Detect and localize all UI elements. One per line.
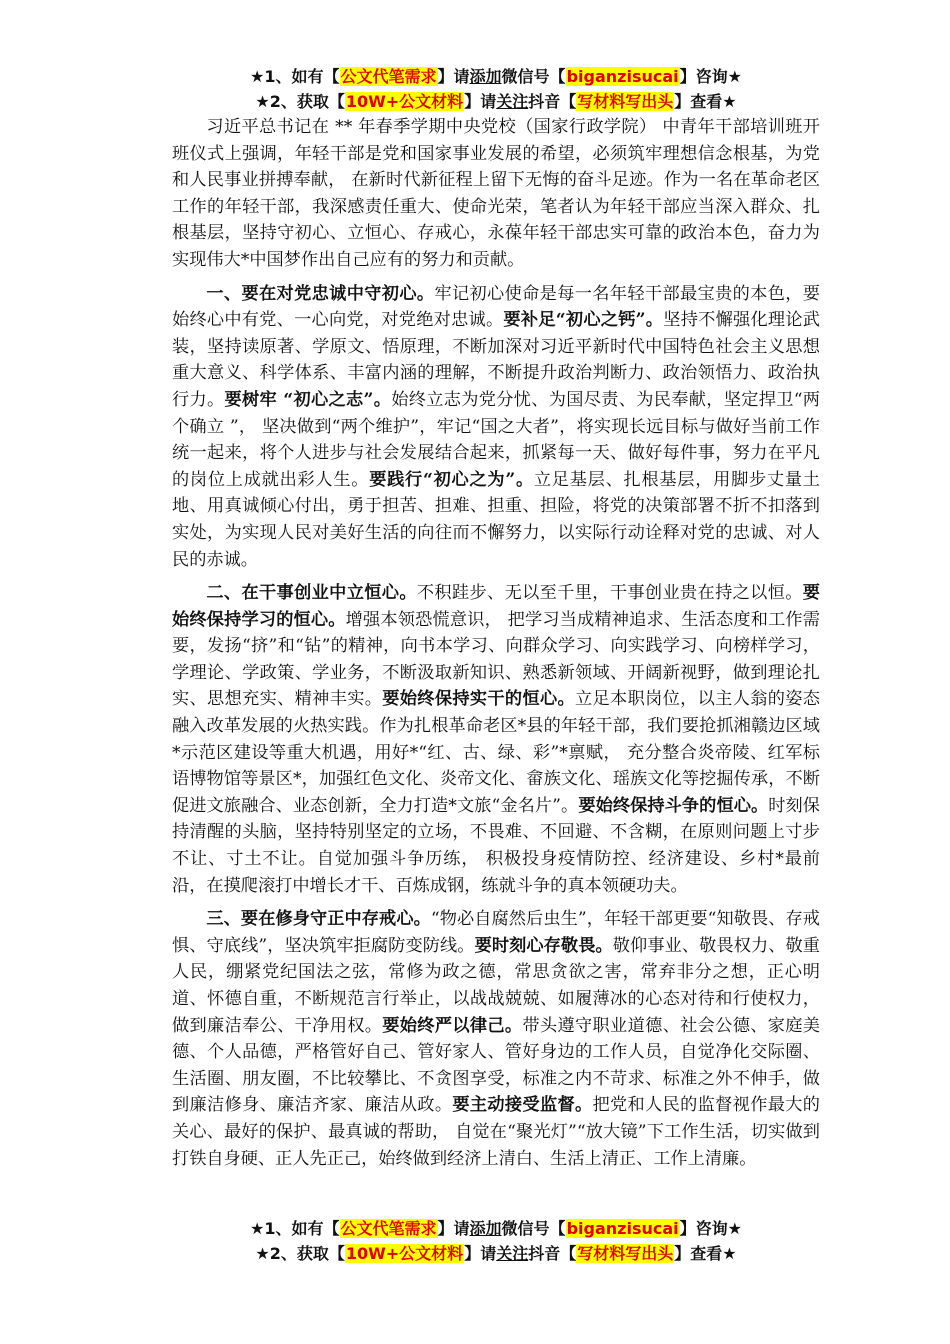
intro-paragraph: 习近平总书记在 ** 年春季学期中央党校（国家行政学院） 中青年干部培训班开班仪式上强调，年轻干部是党和国家事业发展的希望，必须筑牢理想信念根基，为党和人民事业拼搏奉献， 在新时代新征程上留下无悔的奋斗足迹。作为一名在革命老区工作的年轻干部，我深感责任重大、使命光荣，笔者认为年轻干部应当深入群众、扎根基层，坚持守初心、立恒心、存戒心，永葆年轻干部忠实可靠的政治本色，奋力为实现伟大*中国梦作出自己应有的努力和贡献。 <box>172 117 820 270</box>
footer-promo <box>172 1216 820 1266</box>
promo-underline: 关注 <box>496 92 529 111</box>
body-text: “物必自腐然后虫生”，年轻干部更要“知敬畏、存戒惧、守底线”，坚决筑牢拒腐防变防线。 <box>172 909 820 956</box>
subpoint-heading: 要补足“初心之钙”。 <box>503 310 664 331</box>
body-text: 牢记初心使命是每一名年轻干部最宝贵的本色，要始终心中有党、一心向党，对党绝对忠诚。 <box>172 283 820 331</box>
promo-line-1 <box>172 1216 820 1241</box>
promo-highlight: 写材料写出头 <box>577 1244 674 1263</box>
promo-highlight: 公文代笔需求 <box>340 1219 437 1238</box>
section-1-paragraph <box>172 281 820 574</box>
promo-text: 】请 <box>464 92 497 111</box>
body-text: 立足本职岗位，以主人翁的姿态融入改革发展的火热实践。作为扎根革命老区*县的年轻干部，我们要抢抓湘赣边区域*示范区建设等重大机遇，用好*“红、古、绿、彩”*禀赋， 充分整合炎帝陵、红军标语博物馆等景区*，加强红色文化、炎帝文化、畲族文化、瑶族文化等挖掘传承，不断促进文旅融合、业态创新，全力打造*文旅“金名片”。 <box>172 689 820 816</box>
promo-text: ★1、如有【 <box>250 1219 340 1238</box>
subpoint-heading: 要始终保持实干的恒心。 <box>382 689 576 710</box>
section-heading: 二、在干事创业中立恒心。 <box>206 583 417 604</box>
promo-underline: 添加 <box>469 67 502 86</box>
promo-highlight: 10W+公文材料 <box>345 1244 464 1263</box>
promo-text: 】查看★ <box>674 92 737 111</box>
promo-text: 微信号【 <box>501 1219 566 1238</box>
section-heading: 一、要在对党忠诚中守初心。 <box>206 283 435 304</box>
subpoint-heading: 要树牢 “初心之志”。 <box>224 389 392 410</box>
promo-highlight: 10W+公文材料 <box>345 92 464 111</box>
body-text: 不积跬步、无以至千里，干事创业贵在持之以恒。 <box>416 583 803 604</box>
document-body <box>172 114 820 1172</box>
promo-text: 】请 <box>437 67 470 86</box>
promo-text: 】请 <box>464 1244 497 1263</box>
section-2-paragraph <box>172 580 820 899</box>
subpoint-heading: 要始终严以律己。 <box>382 1015 523 1036</box>
promo-underline: 添加 <box>469 1219 502 1238</box>
subpoint-heading: 要时刻心存敬畏。 <box>474 935 613 956</box>
body-text: 敬仰事业、敬畏权力、敬重人民，绷紧党纪国法之弦，常修为政之德，常思贪欲之害，常弃非分之想，正心明道、怀德自重，不断规范言行举止，以战战兢兢、如履薄冰的心态对待和行使权力，做到廉洁奉公、干净用权。 <box>172 935 820 1036</box>
body-text: 坚持不懈强化理论武装，坚持读原著、学原文、悟原理，不断加深对习近平新时代中国特色社会主义思想重大意义、科学体系、丰富内涵的理解，不断提升政治判断力、政治领悟力、政治执行力。 <box>172 310 820 410</box>
promo-text: 】查看★ <box>674 1244 737 1263</box>
promo-highlight: biganzisucai <box>566 67 679 86</box>
promo-underline: 关注 <box>496 1244 529 1263</box>
promo-text: ★2、获取【 <box>255 1244 345 1263</box>
body-text: 把党和人民的监督视作最大的关心、最好的保护、最真诚的帮助， 自觉在“聚光灯”“放大镜”下工作生活，切实做到打铁自身硬、正人先正己，始终做到经济上清白、生活上清正、工作上清廉。 <box>172 1095 820 1169</box>
promo-line-1 <box>172 64 820 89</box>
promo-line-2 <box>172 89 820 114</box>
body-text: 带头遵守职业道德、社会公德、家庭美德、个人品德，严格管好自己、管好家人、管好身边的工作人员，自觉净化交际圈、生活圈、朋友圈，不比较攀比、不贪图享受，标准之内不苛求、标准之外不伸手，做到廉洁修身、廉洁齐家、廉洁从政。 <box>172 1015 820 1116</box>
promo-text: 抖音【 <box>528 92 577 111</box>
promo-text: 】咨询★ <box>679 67 742 86</box>
body-text: 始终立志为党分忧、为国尽责、为民奉献，坚定捍卫“两个确立 ”， 坚决做到“两个维护”，牢记“国之大者”，将实现长远目标与做好当前工作统一起来，将个人进步与社会发展结合起来，抓紧每一天、做好每件事，努力在平凡的岗位上成就出彩人生。 <box>172 389 820 490</box>
section-heading: 三、要在修身守正中存戒心。 <box>206 909 431 930</box>
promo-text: 抖音【 <box>528 1244 577 1263</box>
document-page <box>172 64 820 1172</box>
promo-text: 】咨询★ <box>679 1219 742 1238</box>
promo-text: 微信号【 <box>501 67 566 86</box>
promo-line-2 <box>172 1241 820 1266</box>
subpoint-heading: 要践行“初心之为”。 <box>369 469 534 490</box>
subpoint-heading: 要始终保持学习的恒心。 <box>172 583 820 630</box>
promo-text: 】请 <box>437 1219 470 1238</box>
body-text: 时刻保持清醒的头脑，坚持特别坚定的立场，不畏难、不回避、不含糊，在原则问题上寸步不让、寸土不让。自觉加强斗争历练， 积极投身疫情防控、经济建设、乡村*最前沿，在摸爬滚打中增长才干、百炼成钢，练就斗争的真本领硬功夫。 <box>172 795 820 896</box>
body-text: 立足基层、扎根基层，用脚步丈量土地、用真诚倾心付出，勇于担苦、担难、担重、担险，将党的决策部署不折不扣落到实处，为实现人民对美好生活的向往而不懈努力，以实际行动诠释对党的忠诚、对人民的赤诚。 <box>172 469 820 570</box>
promo-text: ★2、获取【 <box>255 92 345 111</box>
subpoint-heading: 要主动接受监督。 <box>452 1095 593 1116</box>
promo-highlight: 写材料写出头 <box>577 92 674 111</box>
subpoint-heading: 要始终保持斗争的恒心。 <box>578 795 769 816</box>
promo-text: ★1、如有【 <box>250 67 340 86</box>
promo-highlight: biganzisucai <box>566 1219 679 1238</box>
promo-highlight: 公文代笔需求 <box>340 67 437 86</box>
section-3-paragraph <box>172 906 820 1172</box>
body-text: 增强本领恐慌意识， 把学习当成精神追求、生活态度和工作需要，发扬“挤”和“钻”的精神，向书本学习、向群众学习、向实践学习、向榜样学习，学理论、学政策、学业务，不断汲取新知识、熟悉新领域、开阔新视野，做到理论扎实、思想充实、精神丰实。 <box>172 609 820 710</box>
